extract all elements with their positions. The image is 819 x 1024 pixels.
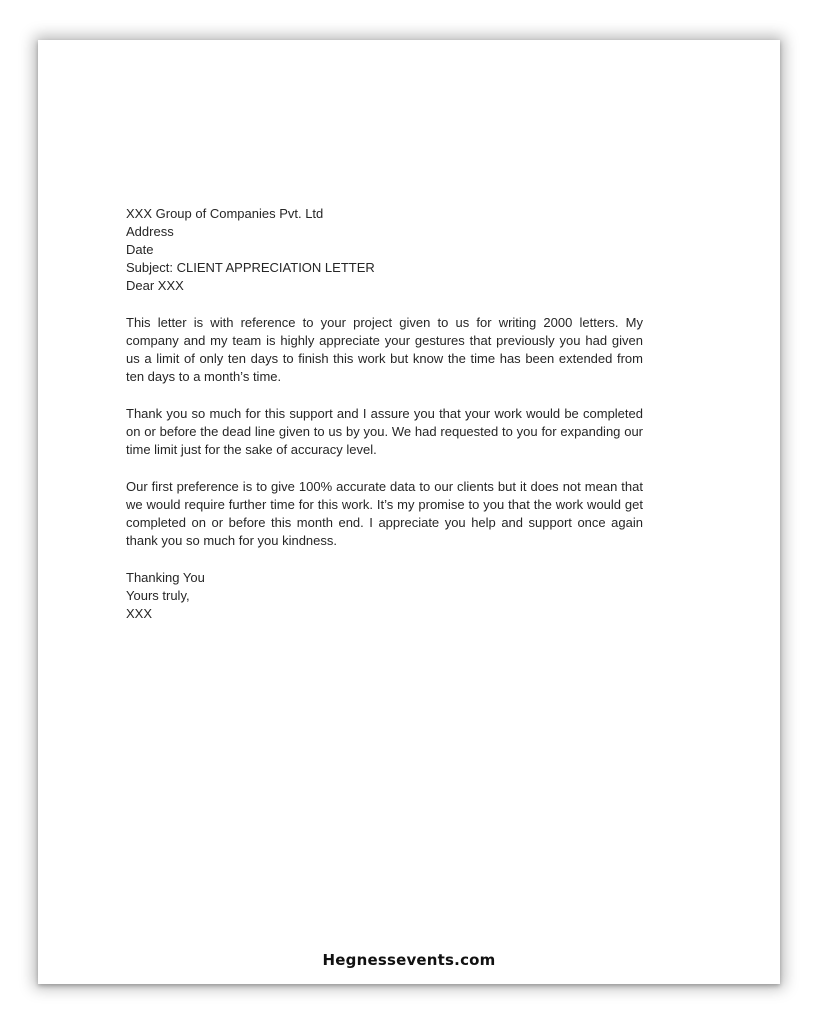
letter-body [126,205,643,623]
signature: XXX [126,606,153,621]
subject-line: Subject: CLIENT APPRECIATION LETTER [126,260,375,275]
paragraph-3: Our first preference is to give 100% accurate data to our clients but it does not mean that we would require further time for this work. It’s my promise to you that the work would get completed on or before this month end. I appreciate you help and support once again thank you so much for you kindness. [126,479,643,548]
paragraph-2: Thank you so much for this support and I assure you that your work would be completed on or before the dead line given to us by you. We had requested to you for expanding our time limit just for the sake of accuracy level. [126,406,643,457]
signoff-line: Yours truly, [126,588,190,603]
salutation: Dear XXX [126,278,184,293]
date-line: Date [126,242,154,257]
company-name: XXX Group of Companies Pvt. Ltd [126,206,324,221]
letter-closing [126,569,643,623]
paragraph-1: This letter is with reference to your project given to us for writing 2000 letters. My company and my team is highly appreciate your gestures that previously you had given us a limit of only ten days to finish this work but know the time has been extended from ten days to a month’s time. [126,315,643,384]
address-line: Address [126,224,174,239]
closing-line: Thanking You [126,570,205,585]
letter-page [38,40,780,984]
site-watermark: Hegnessevents.com [322,951,496,969]
letter-header [126,205,643,295]
